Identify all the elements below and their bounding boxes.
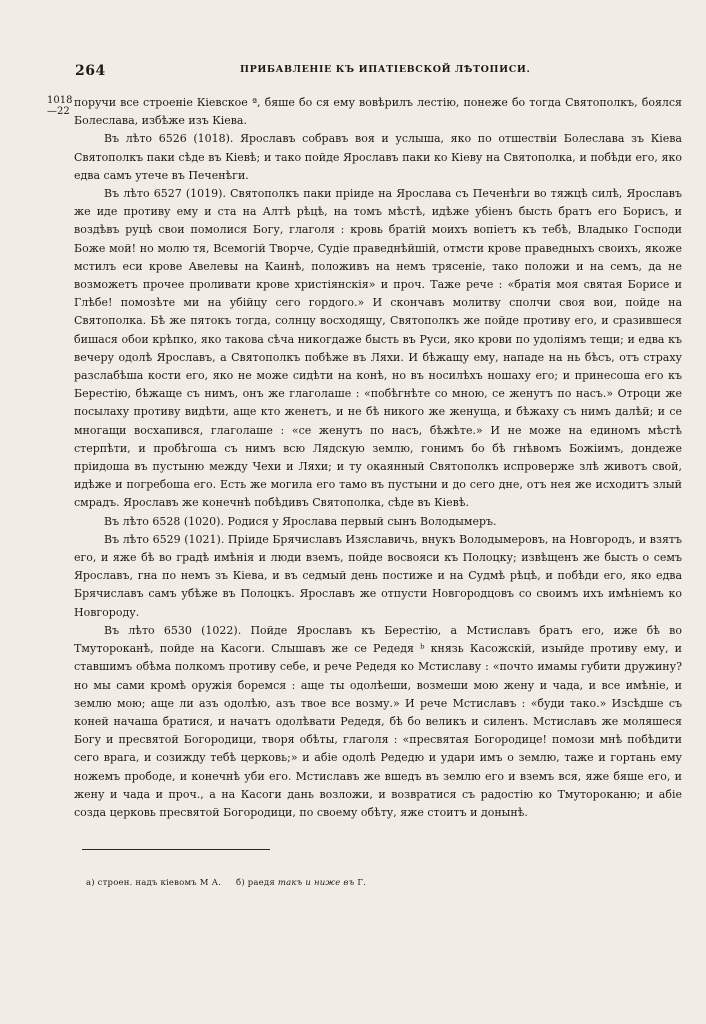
footnote-b-italic: такъ и ниже въ: [277, 878, 355, 888]
page-number: 264: [75, 63, 106, 79]
paragraph-continuation: поручи все строеніе Кіевское ª, бяше бо ся ему вовѣрилъ лестію, понеже бо тогда Святополкъ, боялся Болеслава, избѣже изъ Кіева.: [74, 96, 682, 128]
paragraph-year-6530: Въ лѣто 6530 (1022). Пойде Ярославъ къ Берестію, а Мстиславъ братъ его, иже бѣ во Тмутороканѣ, пойде на Касоги. Слышавъ же се Редедя ᵇ князь Касожскій, изыйде противу ему, и ставшимъ обѣма полкомъ противу себе, и рече Редедя ко Мстиславу : «почто имамы губити дружину? но мы сами кромѣ оружія боремся : аще ты одолѣеши, возмеши мою жену и чада, и все имѣніе, и землю мою; аще ли азъ одолѣю, азъ твое все возму.» И рече Мстиславъ : «буди тако.» Изсѣдше съ коней начаша братися, и начатъ одолѣвати Редедя, бѣ бо великъ и силенъ. Мстиславъ же моляшеся Богу и пресвятой Богородици, творя обѣты, глаголя : «пресвятая Богородице! помози мнѣ побѣдити сего врага, и созижду тебѣ церковь;» и абіе одолѣ Редедю и удари имъ о землю, таже и гортань ему ножемъ прободе, и конечнѣ уби его. Мстиславъ же вшедъ въ землю его и вземъ вся, яже бяше его, и жену и чада и проч., а на Касоги дань возложи, и возвратися съ радостію ко Тмутороканю; и абіе созда церковь пресвятой Богородици, по своему обѣту, яже стоитъ и донынѣ.: [74, 623, 682, 819]
footnote-b-suffix: Г.: [357, 878, 367, 888]
margin-year-note: [47, 95, 73, 117]
footnote-separator: [82, 849, 270, 850]
paragraph-year-6527: Въ лѣто 6527 (1019). Святополкъ паки пріиде на Ярослава съ Печенѣги во тяжцѣ силѣ, Ярославъ же иде противу ему и ста на Алтѣ рѣцѣ, на томъ мѣстѣ, идѣже убіенъ бысть братъ его Борисъ, и воздѣвъ руцѣ свои помолися Богу, глаголя : кровь братій моихъ вопіетъ къ тебѣ, Владыко Господи Боже мой! но молю тя, Всемогій Творче, Судіе праведнѣйшій, отмсти крове праведныхъ своихъ, якоже мстилъ еси крове Авелевы на Каинѣ, положивъ на немъ трясеніе, тако положи и на семъ, да не возможетъ прочее проливати крове христіянскія» и проч. Таже рече : «братія моя святая Борисе и Глѣбе! помозѣте ми на убійцу сего гордого.» И скончавъ молитву сполчи своя вои, пойде на Святополка. Бѣ же пятокъ тогда, солнцу восходящу, Святополкъ же пойде противу его, и сразившеся бишася обои крѣпко, яко такова сѣча никогдаже бысть въ Руси, яко крови по удолiямъ тещи; и едва къ вечеру одолѣ Ярославъ, а Святополкъ побѣже въ Ляхи. И бѣжащу ему, нападе на нь бѣсъ, отъ страху разслабѣша кости его, яко не можe сидѣти на конѣ, но въ носилѣхъ ношаху его; и принесоша его къ Берестію, бѣжаще съ нимъ, онъ же глаголаше : «побѣгнѣте со мною, се женутъ по насъ.» Отроци же посылаху противу видѣти, аще кто женетъ, и не бѣ никого же женуща, и бѣжаху съ нимъ далѣй; и се многащи восхапився, глаголаше : «се женутъ по насъ, бѣжѣте.» И не може на единомъ мѣстѣ стерпѣти, и пробѣгоша съ нимъ всю Лядскую землю, гонимъ бо бѣ гнѣвомъ Божіимъ, дондеже пріидоша въ пустыню между Чехи и Ляхи; и ту окаянный Святополкъ испровержe злѣ животъ свой, идѣже и погребоша его. Есть же могила его тамо въ пустыни и до сего дне, отъ нея же исходитъ злый смрадъ. Ярославъ же конечнѣ побѣдивъ Святополка, сѣде въ Кіевѣ.: [74, 187, 682, 510]
paragraph-year-6526: Въ лѣто 6526 (1018). Ярославъ собравъ воя и услыша, яко по отшествіи Болеслава зъ Кіева Святополкъ паки сѣде въ Кіевѣ; и тако пойде Ярославъ паки ко Кіеву на Святополка, и побѣди его, яко едва самъ утече въ Печенѣги.: [74, 132, 682, 182]
footnotes: [86, 878, 666, 888]
paragraph-year-6528: Въ лѣто 6528 (1020). Родися у Ярослава первый сынъ Володымеръ.: [104, 514, 497, 528]
running-title: ПРИБАВЛЕНІЕ КЪ ИПАТІЕВСКОЙ ЛѢТОПИСИ.: [240, 64, 531, 75]
chronicle-body: [74, 94, 682, 822]
paragraph-year-6529: Въ лѣто 6529 (1021). Пріиде Брячиславъ Изяславичь, внукъ Володымеровъ, на Новгородъ, и взятъ его, и яже бѣ во градѣ имѣнія и люди вземъ, пойде восвояси къ Полоцку; извѣщенъ же бысть о семъ Ярославъ, гна по немъ зъ Кіева, и въ седмый день постиже и на Судмѣ рѣцѣ, и побѣди его, яко едва Брячиславъ самъ убѣже въ Полоцкъ. Ярославъ же отпусти Новгородцовъ со своимъ ихъ имѣніемъ ко Новгороду.: [74, 532, 682, 619]
margin-year-line2: —22: [47, 106, 70, 117]
page-header: [0, 63, 706, 79]
margin-year-line1: 1018: [47, 95, 73, 106]
footnote-a: а) строен. надъ кіевомъ М А.: [86, 878, 222, 888]
footnote-b-prefix: б) раедя: [236, 878, 275, 888]
